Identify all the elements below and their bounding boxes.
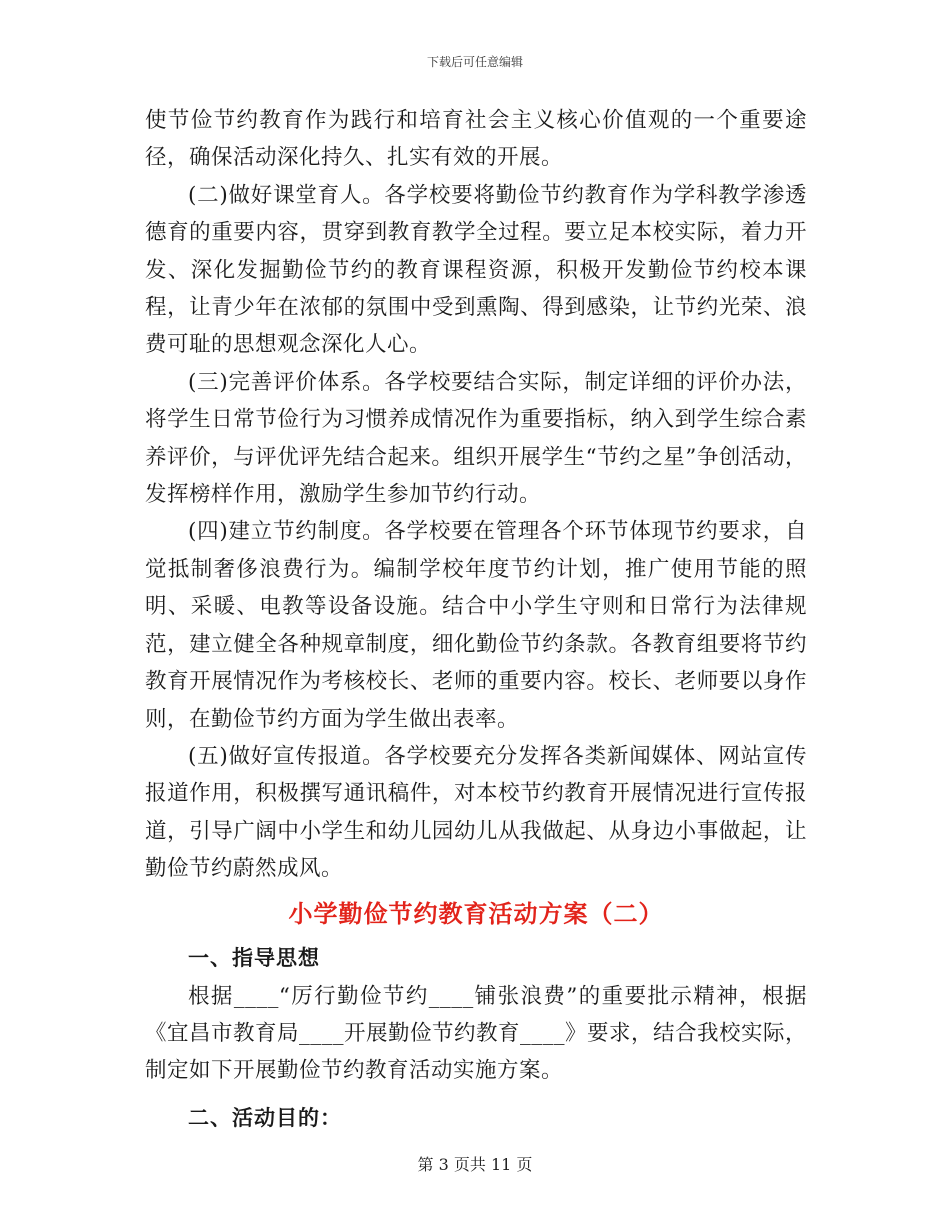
document-body xyxy=(145,102,807,1138)
page-number: 第 3 页共 11 页 xyxy=(417,1155,533,1174)
heading-activity-purpose: 二、活动目的： xyxy=(188,1105,342,1130)
paragraph-guiding-ideology: 根据____“厉行勤俭节约____铺张浪费”的重要批示精神，根据《宜昌市教育局____开展勤俭节约教育____》要求，结合我校实际，制定如下开展勤俭节约教育活动实施方案。 xyxy=(145,983,808,1084)
section-title: 小学勤俭节约教育活动方案（二） xyxy=(288,899,664,928)
paragraph-continuation: 使节俭节约教育作为践行和培育社会主义核心价值观的一个重要途径，确保活动深化持久、扎实有效的开展。 xyxy=(145,108,807,171)
paragraph-classroom-education: (二)做好课堂育人。各学校要将勤俭节约教育作为学科教学渗透德育的重要内容，贯穿到教育教学全过程。要立足本校实际，着力开发、深化发掘勤俭节约的教育课程资源，积极开发勤俭节约校本课程，让青少年在浓郁的氛围中受到熏陶、得到感染，让节约光荣、浪费可耻的思想观念深化人心。 xyxy=(145,182,807,358)
paragraph-saving-system: (四)建立节约制度。各学校要在管理各个环节体现节约要求，自觉抵制奢侈浪费行为。编制学校年度节约计划，推广使用节能的照明、采暖、电教等设备设施。结合中小学生守则和日常行为法律规范，建立健全各种规章制度，细化勤俭节约条款。各教育组要将节约教育开展情况作为考核校长、老师的重要内容。校长、老师要以身作则，在勤俭节约方面为学生做出表率。 xyxy=(145,519,807,732)
header-note: 下载后可任意编辑 xyxy=(426,55,523,69)
heading-guiding-ideology: 一、指导思想 xyxy=(188,945,320,970)
paragraph-publicity: (五)做好宣传报道。各学校要充分发挥各类新闻媒体、网站宣传报道作用，积极撰写通讯稿件，对本校节约教育开展情况进行宣传报道，引导广阔中小学生和幼儿园幼儿从我做起、从身边小事做起，让勤俭节约蔚然成风。 xyxy=(145,743,807,882)
paragraph-evaluation-system: (三)完善评价体系。各学校要结合实际，制定详细的评价办法，将学生日常节俭行为习惯养成情况作为重要指标，纳入到学生综合素养评价，与评优评先结合起来。组织开展学生“节约之星”争创活动，发挥榜样作用，激励学生参加节约行动。 xyxy=(145,369,807,508)
